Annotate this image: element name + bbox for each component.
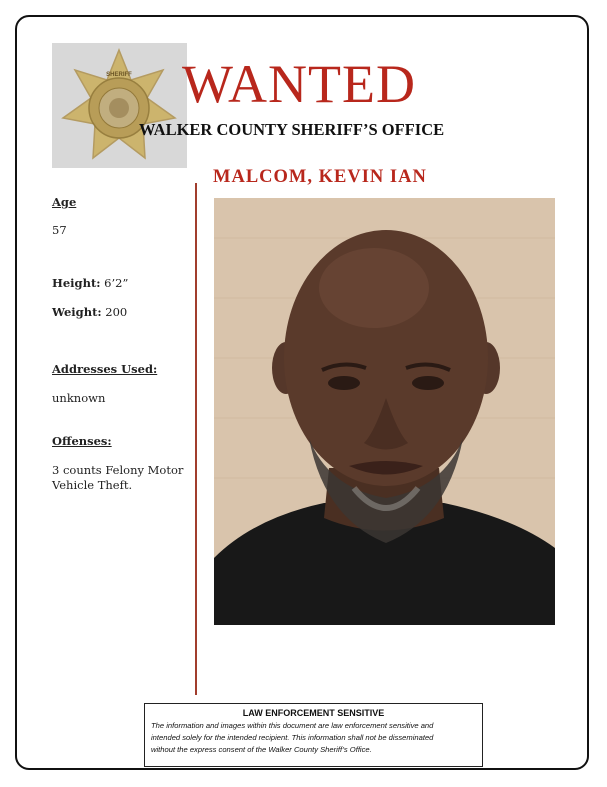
sheriff-star-badge-icon	[52, 43, 187, 168]
badge-top-text: SHERIFF	[106, 71, 132, 78]
offenses-line-2: Vehicle Theft.	[52, 478, 133, 492]
page-title: WANTED	[182, 54, 416, 114]
subject-name: MALCOM, KEVIN IAN	[213, 167, 427, 187]
badge-graphic	[57, 46, 182, 166]
addresses-value: unknown	[52, 391, 106, 405]
notice-line-2: intended solely for the intended recipient. This information shall not be disseminated	[151, 733, 434, 742]
office-name: WALKER COUNTY SHERIFF’S OFFICE	[139, 120, 445, 139]
height-row	[52, 276, 128, 291]
offenses-line-1: 3 counts Felony Motor	[52, 463, 184, 477]
notice-body	[151, 720, 476, 756]
age-value: 57	[52, 223, 67, 237]
notice-line-1: The information and images within this document are law enforcement sensitive and	[151, 721, 434, 730]
weight-value: 200	[101, 305, 128, 319]
mugshot-graphic	[214, 198, 555, 625]
divider-line	[195, 183, 197, 695]
notice-title: LAW ENFORCEMENT SENSITIVE	[242, 708, 385, 718]
weight-row	[52, 305, 127, 320]
height-label: Height:	[52, 276, 101, 290]
weight-label: Weight:	[52, 305, 102, 319]
age-label: Age	[52, 195, 77, 209]
notice-line-3: without the express consent of the Walker County Sheriff’s Office.	[151, 745, 372, 754]
addresses-label: Addresses Used:	[52, 362, 158, 376]
law-enforcement-notice	[144, 703, 483, 767]
height-value: 6’2”	[100, 276, 129, 290]
offenses-label: Offenses:	[52, 434, 112, 448]
mugshot-photo	[214, 198, 555, 625]
